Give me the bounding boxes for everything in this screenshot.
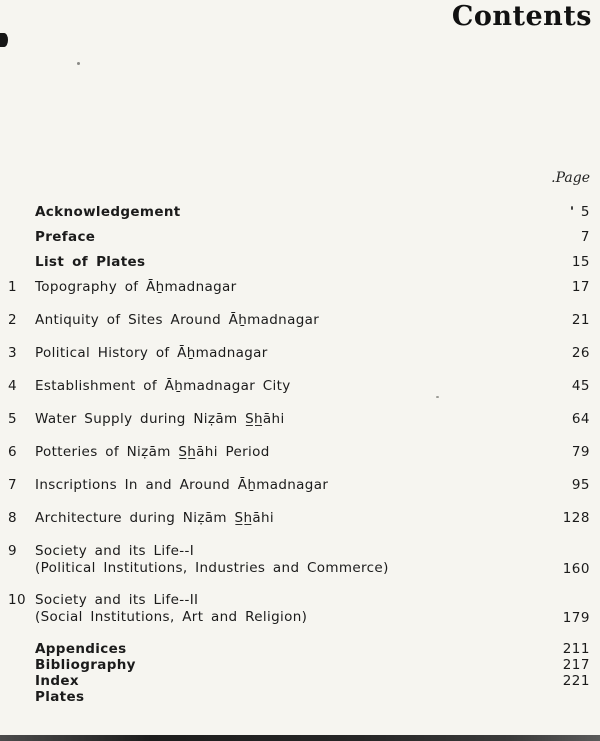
entry-title: Appendices — [35, 641, 127, 657]
scan-speck — [436, 396, 439, 398]
entry-subtitle: (Political Institutions, Industries and Commerce) — [35, 560, 389, 576]
toc-row — [8, 657, 590, 673]
entry-title: Society and its Life--II — [35, 592, 199, 608]
entry-title: Water Supply during Niẓām S̲h̲āhi — [35, 411, 285, 427]
toc-row — [8, 689, 590, 705]
chapter-number: 9 — [8, 543, 17, 559]
page-number: 95 — [571, 477, 590, 493]
page-number: 128 — [562, 510, 590, 526]
entry-title: Acknowledgement — [35, 204, 181, 220]
entry-title: Inscriptions In and Around Āẖmadnagar — [35, 477, 329, 493]
entry-title: Plates — [35, 689, 85, 705]
entry-title: Topography of Āẖmadnagar — [35, 279, 237, 295]
page-column-label: .Page — [551, 170, 590, 186]
page-number: 217 — [562, 657, 590, 673]
toc-row — [8, 673, 590, 689]
entry-title: Political History of Āẖmadnagar — [35, 345, 268, 361]
entry-title: Potteries of Niẓām S̲h̲āhi Period — [35, 444, 270, 460]
page-number: 15 — [571, 254, 590, 270]
scan-speck — [571, 206, 573, 210]
entry-title-block — [35, 592, 544, 626]
entry-title: Bibliography — [35, 657, 136, 673]
toc-row — [8, 592, 590, 626]
page-number: 17 — [571, 279, 590, 295]
scan-artifact-bottom-bar — [0, 735, 600, 741]
toc-row — [8, 254, 590, 270]
entry-title: Antiquity of Sites Around Āẖmadnagar — [35, 312, 320, 328]
entry-title: Establishment of Āẖmadnagar City — [35, 378, 291, 394]
toc-row — [8, 312, 590, 328]
table-of-contents — [8, 204, 590, 705]
chapter-number: 1 — [8, 279, 17, 295]
page-number: 7 — [580, 229, 590, 245]
toc-row — [8, 641, 590, 657]
page-number: 221 — [562, 673, 590, 689]
entry-title: Index — [35, 673, 79, 689]
toc-row — [8, 510, 590, 526]
scan-artifact-left-edge — [0, 33, 8, 47]
page-number: 79 — [571, 444, 590, 460]
chapter-number: 4 — [8, 378, 17, 394]
toc-row — [8, 411, 590, 427]
chapter-number: 6 — [8, 444, 17, 460]
entry-subtitle: (Social Institutions, Art and Religion) — [35, 609, 308, 625]
chapter-number: 8 — [8, 510, 17, 526]
toc-row — [8, 204, 590, 220]
page-number: 21 — [571, 312, 590, 328]
page-number: 26 — [571, 345, 590, 361]
toc-row — [8, 229, 590, 245]
entry-title-block — [35, 543, 544, 577]
chapter-number: 2 — [8, 312, 17, 328]
toc-row — [8, 345, 590, 361]
chapter-number: 3 — [8, 345, 17, 361]
scan-speck — [77, 62, 80, 65]
page-number: 64 — [571, 411, 590, 427]
toc-row — [8, 543, 590, 577]
entry-title: Architecture during Niẓām S̲h̲āhi — [35, 510, 274, 526]
toc-row — [8, 378, 590, 394]
page-number: 160 — [562, 561, 590, 577]
page-number: 45 — [571, 378, 590, 394]
page-number: 211 — [562, 641, 590, 657]
toc-row — [8, 279, 590, 295]
toc-row — [8, 444, 590, 460]
chapter-number: 5 — [8, 411, 17, 427]
toc-row — [8, 477, 590, 493]
page-number: 5 — [580, 204, 590, 220]
entry-title: List of Plates — [35, 254, 146, 270]
chapter-number: 10 — [8, 592, 26, 608]
chapter-number: 7 — [8, 477, 17, 493]
page-title: Contents — [451, 1, 592, 32]
entry-title: Preface — [35, 229, 96, 245]
entry-title: Society and its Life--I — [35, 543, 195, 559]
page-number: 179 — [562, 610, 590, 626]
